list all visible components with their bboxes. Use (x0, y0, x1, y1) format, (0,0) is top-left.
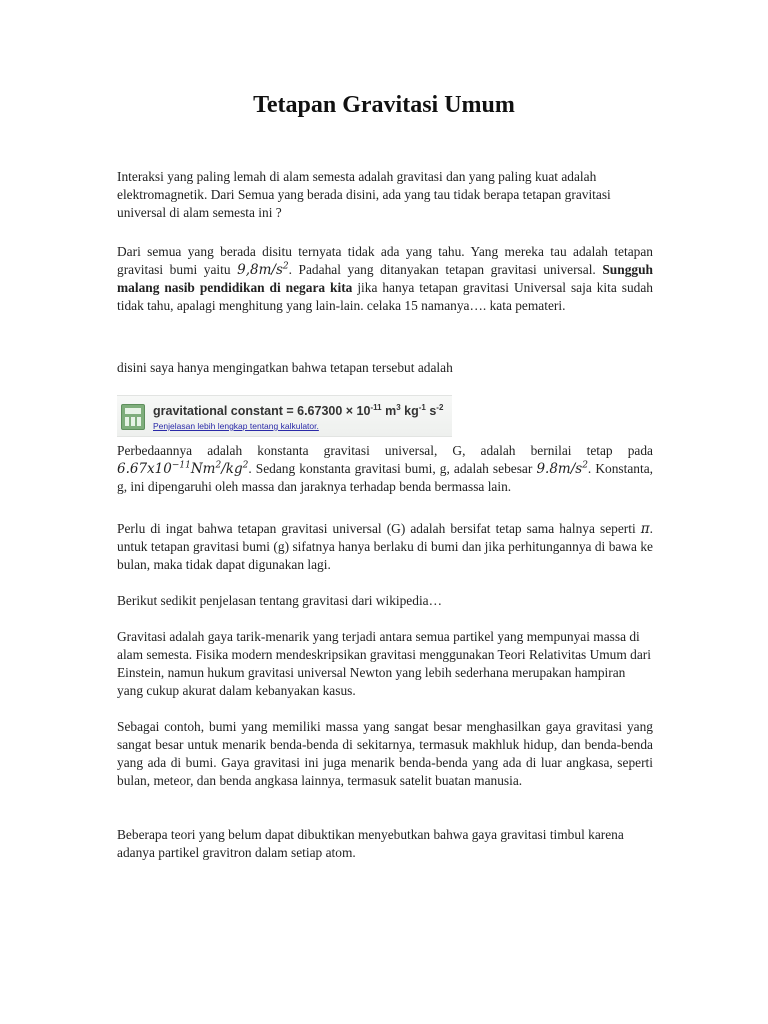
paragraph-reminder-constant (117, 520, 653, 574)
paragraph-text: Perlu di ingat bahwa tetapan gravitasi universal (G) adalah bersifat tetap sama halnya seperti (117, 521, 636, 536)
math-earth-gravity-2: $9.8m/s^2$ (536, 460, 588, 477)
document-title: Tetapan Gravitasi Umum (253, 92, 515, 118)
math-universal-constant: $6.67x10^{-11}Nm^2/kg^2$ (117, 460, 249, 477)
paragraph-text: . Konstanta, g, ini dipengaruhi oleh massa dan jaraknya terhadap benda bermassa lain. (117, 461, 653, 494)
paragraph-text: jika hanya tetapan gravitasi Universal saja kita sudah tidak tahu, apalagi menghitung yang lain-lain. celaka 15 namanya…. kata pemateri. (117, 280, 653, 313)
paragraph-wikipedia-intro: Berikut sedikit penjelasan tentang gravitasi dari wikipedia… (117, 593, 443, 608)
paragraph-intro: Interaksi yang paling lemah di alam semesta adalah gravitasi dan yang paling kuat adalah elektromagnetik. Dari Semua yang berada disini, ada yang tau tidak berapa tetapan gravitasi universal di alam semesta ini ? (117, 169, 611, 220)
paragraph-difference (117, 442, 653, 496)
calculator-explanation-link[interactable]: Penjelasan lebih lengkap tentang kalkulator. (153, 421, 319, 431)
paragraph-text: Dari semua yang berada disitu ternyata tidak ada yang tahu. Yang mereka tau adalah tetapan gravitasi bumi yaitu (117, 244, 653, 277)
calculator-result: gravitational constant = $6.67300 \times 10^{-11}$ $m^3$ $kg^{-1}$ $s^{-2}$ (153, 402, 444, 418)
paragraph-text: Perbedaannya adalah konstanta gravitasi universal, G, adalah bernilai tetap pada (117, 443, 653, 458)
paragraph-text: . Sedang konstanta gravitasi bumi, g, adalah sebesar (248, 461, 533, 476)
calculator-icon (121, 404, 145, 430)
paragraph-text: . Padahal yang ditanyakan tetapan gravitasi universal. (288, 262, 596, 277)
paragraph-example: Sebagai contoh, bumi yang memiliki massa yang sangat besar menghasilkan gaya gravitasi yang sangat besar untuk menarik benda-benda di sekitarnya, termasuk makhluk hidup, dan benda-benda yang ada di bumi. Gaya gravitasi ini juga menarik benda-benda yang ada di luar angkasa, seperti bulan, meteor, dan benda angkasa lainnya, termasuk satelit buatan manusia. (117, 719, 653, 788)
math-earth-gravity: $9,8m/s^2$ (237, 261, 289, 278)
math-pi: π (640, 521, 650, 537)
paragraph-gravity-definition: Gravitasi adalah gaya tarik-menarik yang terjadi antara semua partikel yang mempunyai massa di alam semesta. Fisika modern mendeskripsikan gravitasi menggunakan Teori Relativitas Umum dari Einstein, namun hukum gravitasi universal Newton yang lebih sederhana merupakan hampiran yang cukup akurat dalam kebanyakan kasus. (117, 629, 651, 698)
paragraph-text: . untuk tetapan gravitasi bumi (g) sifatnya hanya berlaku di bumi dan jika perhitungannya di bawa ke bulan, maka tidak dapat digunakan lagi. (117, 521, 653, 572)
bold-statement: Sungguh malang nasib pendidikan di negara kita (117, 262, 653, 295)
calculator-result-box (117, 395, 452, 437)
paragraph-reminder: disini saya hanya mengingatkan bahwa tetapan tersebut adalah (117, 360, 453, 375)
paragraph-graviton: Beberapa teori yang belum dapat dibuktikan menyebutkan bahwa gaya gravitasi timbul karena adanya partikel gravitron dalam setiap atom. (117, 827, 624, 860)
paragraph-earth-gravity (117, 243, 653, 315)
